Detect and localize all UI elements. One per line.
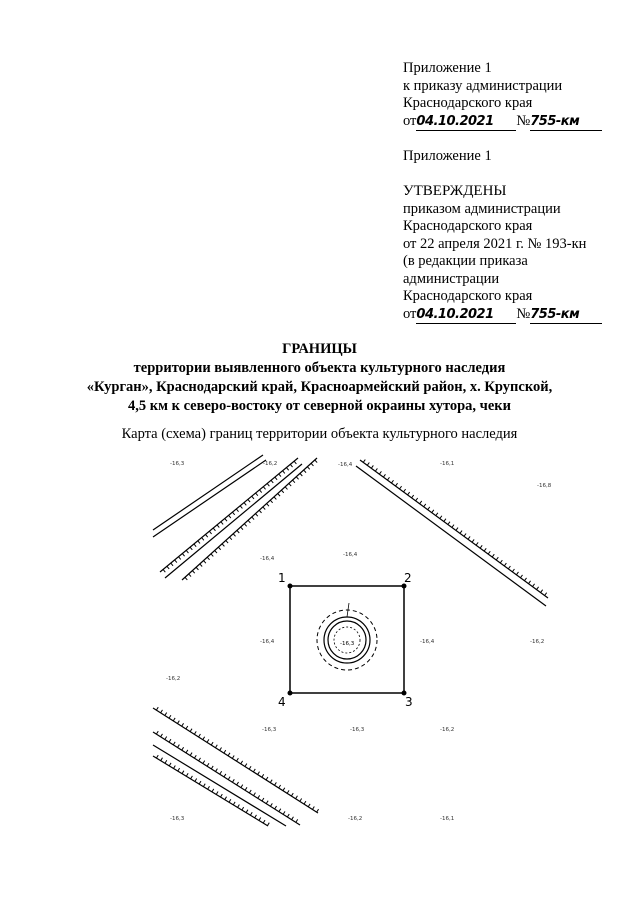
ditch-tick bbox=[448, 522, 450, 525]
ditch-tick bbox=[216, 769, 218, 772]
ditch-tick bbox=[190, 753, 192, 756]
ditch-tick bbox=[315, 460, 317, 463]
ditch-tick bbox=[520, 575, 522, 578]
ditch-tick bbox=[220, 771, 222, 774]
ditch-tick bbox=[169, 715, 171, 718]
ditch-line bbox=[165, 464, 302, 578]
elevation-mark: -16,2 bbox=[530, 639, 545, 645]
ditch-tick bbox=[420, 501, 422, 504]
ditch-tick bbox=[220, 794, 222, 797]
ditch-tick bbox=[244, 524, 246, 527]
ditch-tick bbox=[541, 590, 543, 593]
ditch-tick bbox=[440, 516, 442, 519]
ditch-tick bbox=[165, 713, 167, 716]
ditch-tick bbox=[165, 737, 167, 740]
ditch-tick bbox=[300, 798, 302, 801]
approved-line: (в редакции приказа bbox=[403, 253, 528, 269]
ditch-tick bbox=[476, 542, 478, 545]
date-prefix: от bbox=[403, 305, 417, 322]
ditch-tick bbox=[207, 763, 209, 766]
ditch-tick bbox=[391, 480, 393, 483]
ditch-tick bbox=[212, 789, 214, 792]
elevation-mark: -16,2 bbox=[263, 461, 278, 467]
ditch-tick bbox=[161, 734, 163, 737]
ditch-tick bbox=[253, 769, 255, 772]
ditch-tick bbox=[266, 777, 268, 780]
ditch-tick bbox=[249, 790, 251, 793]
ditch-tick bbox=[237, 782, 239, 785]
ditch-tick bbox=[266, 801, 268, 804]
ditch-tick bbox=[533, 584, 535, 587]
ditch-tick bbox=[209, 531, 211, 534]
ditch-tick bbox=[258, 795, 260, 798]
elevation-mark: -16,4 bbox=[338, 462, 353, 468]
ditch-tick bbox=[283, 811, 285, 814]
ditch-tick bbox=[218, 547, 220, 550]
ditch-tick bbox=[211, 766, 213, 769]
ditch-tick bbox=[186, 726, 188, 729]
ditch-tick bbox=[432, 510, 434, 513]
elevation-mark: -16,3 bbox=[170, 461, 185, 467]
ditch-line bbox=[360, 460, 548, 598]
ditch-tick bbox=[444, 519, 446, 522]
ditch-tick bbox=[512, 569, 514, 572]
ditch-tick bbox=[278, 494, 280, 497]
ditch-tick bbox=[504, 563, 506, 566]
ditch-tick bbox=[244, 503, 246, 506]
approved-line: Краснодарского края bbox=[403, 218, 533, 234]
approved-line: администрации bbox=[403, 270, 500, 287]
ditch-tick bbox=[274, 782, 276, 785]
ditch-tick bbox=[263, 487, 265, 490]
ditch-tick bbox=[203, 737, 205, 740]
boundary-point-4 bbox=[288, 691, 293, 696]
ditch-tick bbox=[496, 557, 498, 560]
ditch-tick bbox=[213, 528, 215, 531]
ditch-tick bbox=[173, 742, 175, 745]
title-line: территории выявленного объекта культурного наследия bbox=[133, 360, 506, 376]
ditch-tick bbox=[296, 819, 298, 822]
ditch-tick bbox=[262, 774, 264, 777]
ditch-tick bbox=[375, 468, 377, 471]
ditch-tick bbox=[192, 571, 194, 574]
ditch-tick bbox=[182, 723, 184, 726]
ditch-tick bbox=[428, 507, 430, 510]
ditch-tick bbox=[275, 806, 277, 809]
ditch-tick bbox=[516, 572, 518, 575]
ditch-tick bbox=[241, 785, 243, 788]
ditch-tick bbox=[182, 747, 184, 750]
ditch-tick bbox=[292, 817, 294, 820]
ditch-tick bbox=[254, 793, 256, 796]
ditch-tick bbox=[307, 467, 309, 470]
ditch-tick bbox=[383, 474, 385, 477]
ditch-tick bbox=[205, 534, 207, 537]
ditch-tick bbox=[545, 593, 547, 596]
ditch-tick bbox=[194, 544, 196, 547]
ditch-tick bbox=[468, 536, 470, 539]
ditch-tick bbox=[248, 499, 250, 502]
ditch-tick bbox=[464, 534, 466, 537]
ditch-tick bbox=[199, 758, 201, 761]
ditch-tick bbox=[163, 569, 165, 572]
ditch-tick bbox=[436, 513, 438, 516]
ditch-tick bbox=[312, 807, 314, 810]
ditch-tick bbox=[308, 804, 310, 807]
ditch-tick bbox=[195, 778, 197, 781]
ditch-tick bbox=[232, 756, 234, 759]
ditch-tick bbox=[173, 718, 175, 721]
ditch-tick bbox=[291, 793, 293, 796]
ditch-tick bbox=[252, 496, 254, 499]
mound-contour-outer bbox=[317, 610, 377, 670]
ditch-tick bbox=[379, 471, 381, 474]
ditch-tick bbox=[191, 776, 193, 779]
ditch-tick bbox=[472, 539, 474, 542]
ditch-tick bbox=[460, 531, 462, 534]
elevation-mark: -16,8 bbox=[537, 483, 552, 489]
ditch-tick bbox=[275, 477, 277, 480]
boundary-point-1 bbox=[288, 584, 293, 589]
ditch-tick bbox=[215, 550, 217, 553]
elevation-mark: -16,1 bbox=[440, 461, 455, 467]
ditch-tick bbox=[171, 563, 173, 566]
ditch-tick bbox=[270, 780, 272, 783]
elevation-mark: -16,4 bbox=[343, 552, 358, 558]
ditch-tick bbox=[204, 561, 206, 564]
ditch-tick bbox=[229, 537, 231, 540]
ditch-tick bbox=[387, 477, 389, 480]
ditch-tick bbox=[211, 554, 213, 557]
ditch-tick bbox=[296, 477, 298, 480]
ditch-tick bbox=[215, 745, 217, 748]
ditch-tick bbox=[256, 493, 258, 496]
ditch-line bbox=[153, 732, 300, 825]
ditch-tick bbox=[222, 544, 224, 547]
ditch-line bbox=[356, 466, 546, 606]
ditch-tick bbox=[190, 547, 192, 550]
map-caption: Карта (схема) границ территории объекта культурного наследия bbox=[121, 426, 518, 442]
approved-line: Краснодарского края bbox=[403, 288, 533, 304]
elevation-mark: -16,2 bbox=[166, 676, 181, 682]
ditch-tick bbox=[245, 764, 247, 767]
ditch-tick bbox=[404, 489, 406, 492]
ditch-line bbox=[153, 745, 286, 826]
ditch-tick bbox=[249, 766, 251, 769]
ditch-tick bbox=[199, 781, 201, 784]
ditch-tick bbox=[248, 520, 250, 523]
ditch-tick bbox=[263, 820, 265, 823]
ditch-tick bbox=[424, 504, 426, 507]
ditch-tick bbox=[199, 734, 201, 737]
ditch-tick bbox=[267, 483, 269, 486]
mound-elevation: -16,3 bbox=[340, 641, 355, 647]
elevation-marks bbox=[166, 461, 552, 822]
ditch-tick bbox=[452, 525, 454, 528]
ditch-tick bbox=[156, 731, 158, 734]
ditch-tick bbox=[232, 512, 234, 515]
number-prefix: № bbox=[516, 305, 531, 322]
ditch-tick bbox=[178, 768, 180, 771]
ditch-tick bbox=[408, 492, 410, 495]
mound-contour bbox=[324, 617, 370, 663]
ditch-tick bbox=[190, 729, 192, 732]
ditch-tick bbox=[290, 464, 292, 467]
ditch-tick bbox=[165, 760, 167, 763]
ditch-tick bbox=[216, 791, 218, 794]
ditch-line bbox=[182, 458, 317, 580]
ditch-tick bbox=[194, 755, 196, 758]
ditch-line bbox=[160, 458, 298, 572]
ditch-tick bbox=[395, 483, 397, 486]
ditch-tick bbox=[484, 548, 486, 551]
ditch-tick bbox=[228, 753, 230, 756]
ditch-tick bbox=[480, 545, 482, 548]
approved-line: приказом администрации bbox=[403, 200, 561, 217]
ditch-tick bbox=[236, 509, 238, 512]
ditch-tick bbox=[270, 803, 272, 806]
ditch-tick bbox=[271, 480, 273, 483]
ditch-tick bbox=[156, 707, 158, 710]
ditch-tick bbox=[500, 560, 502, 563]
appendix-title: Приложение 1 bbox=[403, 60, 492, 76]
ditch-tick bbox=[211, 742, 213, 745]
title-line: «Курган», Краснодарский край, Красноармейский район, х. Крупской, bbox=[86, 379, 553, 395]
ditch-tick bbox=[279, 809, 281, 812]
ditch-tick bbox=[259, 510, 261, 513]
ditch-tick bbox=[229, 515, 231, 518]
elevation-mark: -16,3 bbox=[350, 727, 365, 733]
ditch-tick bbox=[279, 474, 281, 477]
ditch-tick bbox=[167, 566, 169, 569]
ditch-tick bbox=[524, 578, 526, 581]
ditch-tick bbox=[293, 480, 295, 483]
ditch-tick bbox=[208, 786, 210, 789]
ditch-tick bbox=[304, 470, 306, 473]
ditch-tick bbox=[177, 721, 179, 724]
appendix-region: Краснодарского края bbox=[403, 95, 533, 111]
elevation-mark: -16,3 bbox=[170, 816, 185, 822]
ditch-tick bbox=[255, 514, 257, 517]
approved-heading: УТВЕРЖДЕНЫ bbox=[403, 183, 507, 199]
elevation-mark: -16,4 bbox=[260, 639, 275, 645]
ditch-tick bbox=[233, 802, 235, 805]
ditch-tick bbox=[400, 486, 402, 489]
ditch-tick bbox=[207, 557, 209, 560]
ditch-tick bbox=[225, 797, 227, 800]
ditch-tick bbox=[203, 784, 205, 787]
ditch-tick bbox=[289, 483, 291, 486]
ditch-tick bbox=[207, 739, 209, 742]
ditch-tick bbox=[488, 551, 490, 554]
ditch-tick bbox=[233, 534, 235, 537]
ditch-tick bbox=[224, 750, 226, 753]
handwritten-number: 755-км bbox=[530, 113, 602, 132]
ditch-tick bbox=[416, 498, 418, 501]
ditch-tick bbox=[528, 581, 530, 584]
number-prefix: № bbox=[516, 112, 531, 129]
ditch-tick bbox=[217, 525, 219, 528]
ditch-tick bbox=[263, 507, 265, 510]
ditch-tick bbox=[203, 761, 205, 764]
ditch-tick bbox=[412, 495, 414, 498]
ditch-tick bbox=[169, 739, 171, 742]
ditch-tick bbox=[229, 799, 231, 802]
ditch-tick bbox=[240, 506, 242, 509]
ditch-tick bbox=[363, 460, 365, 463]
ditch-tick bbox=[267, 504, 269, 507]
handwritten-date: 04.10.2021 bbox=[416, 306, 516, 325]
elevation-mark: -16,1 bbox=[440, 816, 455, 822]
ditch-tick bbox=[283, 788, 285, 791]
ditch-tick bbox=[182, 771, 184, 774]
ditch-tick bbox=[317, 809, 319, 812]
ditch-tick bbox=[200, 564, 202, 567]
ditch-tick bbox=[300, 473, 302, 476]
ditch-tick bbox=[228, 777, 230, 780]
title-line: 4,5 км к северо-востоку от северной окраины хутора, чеки bbox=[127, 398, 512, 414]
ditch-tick bbox=[281, 490, 283, 493]
ditch-tick bbox=[274, 497, 276, 500]
ditch-tick bbox=[186, 750, 188, 753]
ditch-tick bbox=[294, 461, 296, 464]
approved-line: от 22 апреля 2021 г. № 193-кн bbox=[403, 235, 587, 252]
ditch-tick bbox=[258, 772, 260, 775]
handwritten-date: 04.10.2021 bbox=[416, 113, 516, 132]
ditch-tick bbox=[279, 785, 281, 788]
appendix-order-ref: к приказу администрации bbox=[403, 77, 563, 94]
elevation-mark: -16,3 bbox=[262, 727, 277, 733]
ditch-tick bbox=[186, 550, 188, 553]
ditch-tick bbox=[221, 522, 223, 525]
ditch-tick bbox=[250, 812, 252, 815]
mound-contour-inner bbox=[334, 627, 360, 653]
title-heading: ГРАНИЦЫ bbox=[282, 341, 357, 357]
handwritten-number: 755-км bbox=[530, 306, 602, 325]
elevation-mark: -16,2 bbox=[348, 816, 363, 822]
corner-label-3: 3 bbox=[405, 695, 413, 709]
appendix-second-title: Приложение 1 bbox=[403, 148, 492, 164]
ditch-tick bbox=[224, 774, 226, 777]
ditch-tick bbox=[179, 557, 181, 560]
ditch-tick bbox=[189, 574, 191, 577]
ditch-tick bbox=[161, 758, 163, 761]
ditch-tick bbox=[255, 815, 257, 818]
ditch-tick bbox=[252, 517, 254, 520]
ditch-tick bbox=[226, 540, 228, 543]
ditch-tick bbox=[456, 528, 458, 531]
ditch-tick bbox=[174, 765, 176, 768]
ditch-tick bbox=[246, 810, 248, 813]
ditch-tick bbox=[285, 487, 287, 490]
ditch-tick bbox=[237, 530, 239, 533]
ditch-tick bbox=[311, 463, 313, 466]
ditch-tick bbox=[241, 761, 243, 764]
ditch-tick bbox=[156, 755, 158, 758]
ditch-tick bbox=[161, 710, 163, 713]
ditch-tick bbox=[169, 763, 171, 766]
ditch-tick bbox=[196, 567, 198, 570]
ditch-tick bbox=[232, 779, 234, 782]
elevation-mark: -16,2 bbox=[440, 727, 455, 733]
ditch-tick bbox=[202, 538, 204, 541]
corner-label-1: 1 bbox=[278, 571, 286, 585]
ditch-tick bbox=[220, 747, 222, 750]
ditch-tick bbox=[262, 798, 264, 801]
ditch-tick bbox=[225, 519, 227, 522]
ditch-tick bbox=[259, 817, 261, 820]
ditch-tick bbox=[304, 801, 306, 804]
corner-label-4: 4 bbox=[278, 695, 286, 709]
ditch-tick bbox=[237, 758, 239, 761]
ditch-tick bbox=[492, 554, 494, 557]
ditch-tick bbox=[259, 490, 261, 493]
ditch-tick bbox=[267, 823, 269, 826]
ditch-tick bbox=[287, 814, 289, 817]
ditch-tick bbox=[367, 463, 369, 466]
corner-label-2: 2 bbox=[404, 571, 412, 585]
ditch-tick bbox=[242, 807, 244, 810]
ditch-tick bbox=[296, 796, 298, 799]
ditch-tick bbox=[178, 745, 180, 748]
boundary-polygon bbox=[290, 586, 404, 693]
ditch-tick bbox=[186, 773, 188, 776]
ditch-tick bbox=[245, 787, 247, 790]
ditch-tick bbox=[508, 566, 510, 569]
ditch-tick bbox=[286, 468, 288, 471]
ditch-tick bbox=[241, 527, 243, 530]
ditch-tick bbox=[283, 471, 285, 474]
ditch-tick bbox=[185, 577, 187, 580]
elevation-mark: -16,4 bbox=[260, 556, 275, 562]
ditch-tick bbox=[270, 500, 272, 503]
date-prefix: от bbox=[403, 112, 417, 129]
elevation-mark: -16,4 bbox=[420, 639, 435, 645]
ditch-tick bbox=[194, 731, 196, 734]
ditch-tick bbox=[371, 465, 373, 468]
ditch-tick bbox=[182, 554, 184, 557]
ditch-tick bbox=[238, 804, 240, 807]
ditch-tick bbox=[537, 587, 539, 590]
ditch-tick bbox=[287, 790, 289, 793]
ditch-tick bbox=[198, 541, 200, 544]
ditch-tick bbox=[175, 560, 177, 563]
